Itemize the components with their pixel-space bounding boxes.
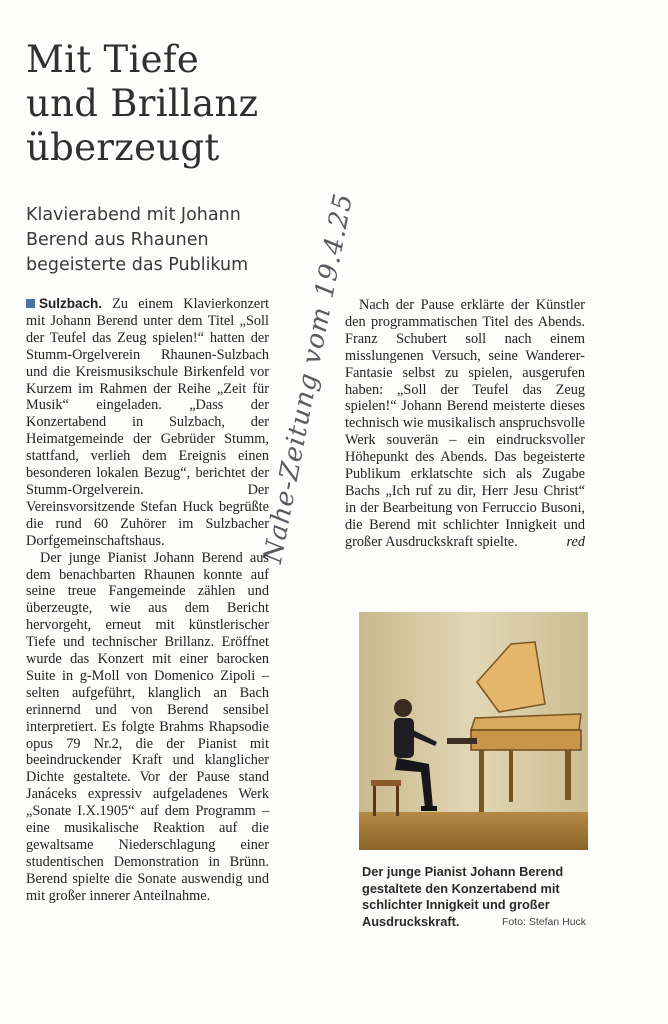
author-sign: red [566,533,585,550]
handwritten-date-note: Nahe-Zeitung vom 19.4.25 [258,190,360,566]
caption-line-4: Ausdruckskraft. [362,913,460,929]
subheadline [26,203,266,278]
article-column-1 [26,296,269,905]
subheadline-line-1: Klavierabend mit Johann [26,205,241,225]
paragraph-text: Zu einem Klavierkonzert mit Johann Berend unter dem Titel „Soll der Teufel das Zeug spielen!“ hatten der Stumm-Orgelverein Rhaunen-Sulzbach und die Kreismusikschule Birkenfeld vor Kurzem im Rahmen der Reihe „Zeit für Musik“ eingeladen. „Dass der Konzertabend in Sulzbach, der Heimatgemeinde der Gebrüder Stumm, stattfand, verlieh dem Ereignis einen besonderen lokalen Bezug“, berichtet der Stumm-Orgelverein. Der Vereinsvorsitzende Stefan Huck begrüßte die rund 60 Zuhörer im Sulzbacher Dorfgemeinschaftshaus. [26,296,270,549]
pianist-at-grand-piano-image [359,612,588,850]
article-column-2 [345,297,585,551]
concert-photo [359,612,588,850]
subheadline-line-2: Berend aus Rhaunen [26,230,209,250]
headline-line-2: und Brillanz [26,82,259,125]
dateline: Sulzbach. [39,296,103,311]
headline-line-1: Mit Tiefe [26,38,200,81]
headline-line-3: überzeugt [26,126,220,169]
article-paragraph [26,296,269,550]
article-paragraph: Nach der Pause erklärte der Künstler den programmatischen Titel des Abends. Franz Schubert soll nach einem misslungenen Versuch, seine Wanderer-Fantasie selbst zu spielen, ausgerufen haben: „Soll der Teufel das Zeug spielen!“ Johann Berend meisterte dieses technisch wie musikalisch anspruchsvolle Werk souverän – ein eindrucksvoller Höhepunkt des Abends. Das begeisterte Publikum erklatschte sich als Zugabe Bachs „Ich ruf zu dir, Herr Jesu Christ“ in der Bearbeitung von Ferruccio Busoni, die Berend mit schlichter Innigkeit und großer Ausdruckskraft spielte. [345,297,585,550]
article-paragraph: Der junge Pianist Johann Berend aus dem benachbarten Rhaunen konnte auf seine treue Fangemeinde zählen und überzeugte, wie aus dem Bericht hervorgeht, erneut mit künstlerischer Tiefe und technischer Brillanz. Eröffnet wurde das Konzert mit einer barocken Suite in g-Moll von Domenico Zipoli – selten aufgeführt, klanglich an Bach erinnernd und von Berend sensibel interpretiert. Es folgte Brahms Rhapsodie opus 79 Nr.2, die der Pianist mit beeindruckender Kraft und klanglicher Dichte gestaltete. Vor der Pause stand Janáceks expressiv aufgeladenes Werk „Sonate I.X.1905“ auf dem Programm – eine musikalische Reaktion auf die gewaltsame Niederschlagung einer studentischen Demonstration in Brünn. Berend spielte die Sonate auswendig und mit großer innerer Anteilnahme. [26,549,269,904]
headline [26,38,326,170]
caption-line-3: schlichter Innigkeit und großer [362,897,550,912]
caption-line-2: gestaltete den Konzertabend mit [362,880,560,896]
subheadline-line-3: begeisterte das Publikum [26,255,249,275]
dateline-square-icon [26,299,35,308]
caption-line-1: Der junge Pianist Johann Berend [362,864,564,879]
photo-credit: Foto: Stefan Huck [502,916,587,928]
